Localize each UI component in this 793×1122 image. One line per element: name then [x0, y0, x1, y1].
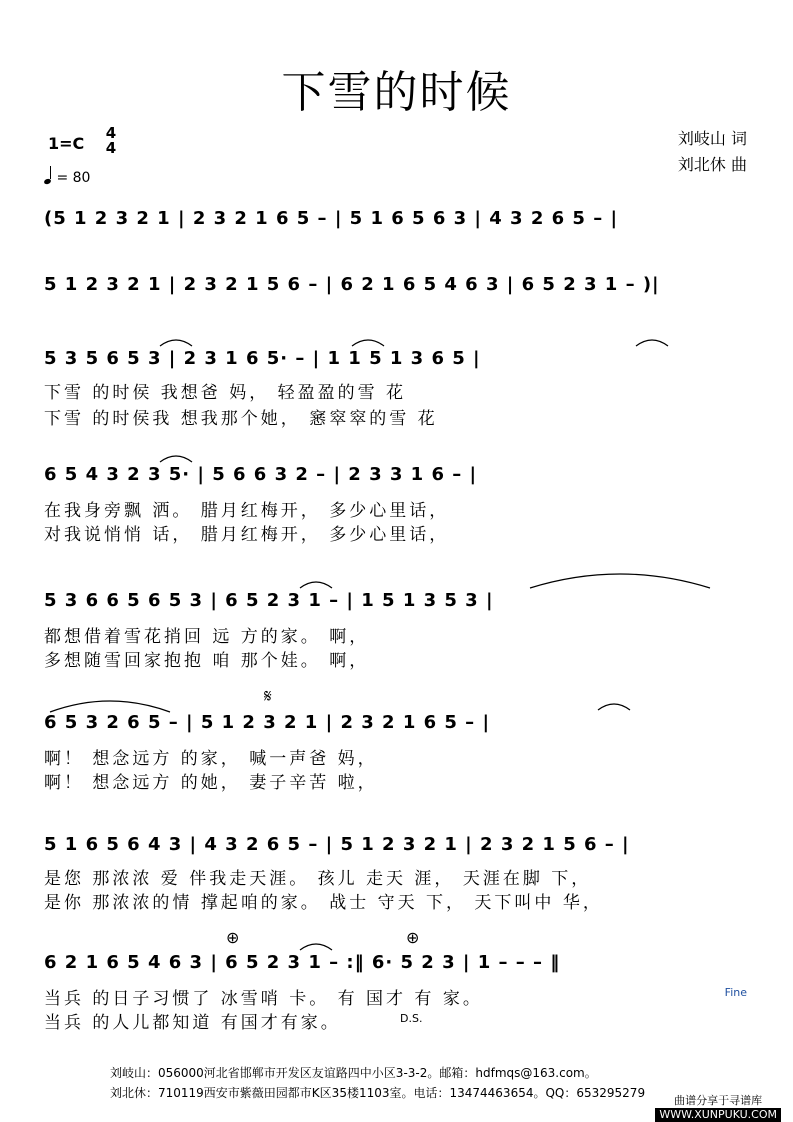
tempo-value: = 80	[56, 170, 91, 186]
ds-marking: D.S.	[400, 1012, 423, 1025]
segno-icon: 𝄋	[264, 686, 272, 707]
lyric-row-8b: 当兵 的人儿都知道 有国才有家。	[44, 1013, 341, 1033]
lyric-row-4a: 在我身旁飘 洒。 腊月红梅开， 多少心里话，	[44, 501, 450, 521]
lyric-row-6a: 啊！ 想念远方 的家， 喊一声爸 妈，	[44, 749, 378, 769]
coda-icon-2: ⊕	[406, 928, 420, 947]
notation-row-7: 5 1 6 5 6 4 3 | 4 3 2 6 5 – | 5 1 2 3 2 1 | 2 3 2 1 5 6 – |	[44, 834, 630, 855]
notation-row-2: 5 1 2 3 2 1 | 2 3 2 1 5 6 – | 6 2 1 6 5 4 6 3 | 6 5 2 3 1 – )|	[44, 274, 660, 295]
watermark-line2: WWW.XUNPUKU.COM	[655, 1108, 781, 1122]
notation-row-6: 6 5 3 2 6 5 – | 5 1 2 3 2 1 | 2 3 2 1 6 5 – |	[44, 712, 491, 733]
coda-icon-1: ⊕	[226, 928, 240, 947]
notation-row-8: 6 2 1 6 5 4 6 3 | 6 5 2 3 1 – :‖ 6· 5 2 3 | 1 – – – ‖	[44, 952, 561, 973]
composer-credit: 刘北休 曲	[677, 155, 747, 174]
lyricist-credit: 刘岐山 词	[677, 129, 747, 148]
footer-contact-composer: 刘北休：710119西安市紫薇田园都市K区35楼1103室。电话：13474463654。QQ：653295279	[110, 1086, 646, 1100]
lyric-row-7b: 是你 那浓浓的情 撑起咱的家。 战士 守天 下， 天下叫中 华，	[44, 893, 603, 913]
song-title: 下雪的时候	[281, 67, 512, 118]
lyric-row-7a: 是您 那浓浓 爱 伴我走天涯。 孩儿 走天 涯， 天涯在脚 下，	[44, 869, 592, 889]
time-sig-top: 4	[105, 124, 117, 142]
key-signature: 1=C	[48, 134, 85, 153]
lyric-row-8a: 当兵 的日子习惯了 冰雪哨 卡。 有 国才 有 家。	[44, 989, 483, 1009]
footer-contact-lyricist: 刘岐山：056000河北省邯郸市开发区友谊路四中小区3-3-2。邮箱：hdfmqs@163.com。	[110, 1066, 597, 1080]
lyric-row-3b: 下雪 的时侯我 想我那个她， 窸窣窣的雪 花	[44, 409, 438, 429]
lyric-row-6b: 啊！ 想念远方 的她， 妻子辛苦 啦，	[44, 773, 378, 793]
fine-marking: Fine	[724, 986, 747, 999]
watermark	[655, 1094, 781, 1122]
notation-row-3: 5 3 5 6 5 3 | 2 3 1 6 5· – | 1 1 5 1 3 6 5 |	[44, 348, 481, 369]
notation-row-5: 5 3 6 6 5 6 5 3 | 6 5 2 3 1 – | 1 5 1 3 5 3 |	[44, 590, 494, 611]
time-sig-bottom: 4	[105, 139, 117, 157]
lyric-row-5b: 多想随雪回家抱抱 咱 那个娃。 啊，	[44, 651, 370, 671]
notation-row-1: (5 1 2 3 2 1 | 2 3 2 1 6 5 – | 5 1 6 5 6 3 | 4 3 2 6 5 – |	[44, 208, 619, 229]
watermark-line1: 曲谱分享于寻谱库	[674, 1094, 763, 1107]
lyric-row-4b: 对我说悄悄 话， 腊月红梅开， 多少心里话，	[44, 525, 450, 545]
lyric-row-5a: 都想借着雪花捎回 远 方的家。 啊，	[44, 627, 370, 647]
notation-row-4: 6 5 4 3 2 3 5· | 5 6 6 3 2 – | 2 3 3 1 6 – |	[44, 464, 478, 485]
lyric-row-3a: 下雪 的时侯 我想爸 妈， 轻盈盈的雪 花	[44, 383, 407, 403]
